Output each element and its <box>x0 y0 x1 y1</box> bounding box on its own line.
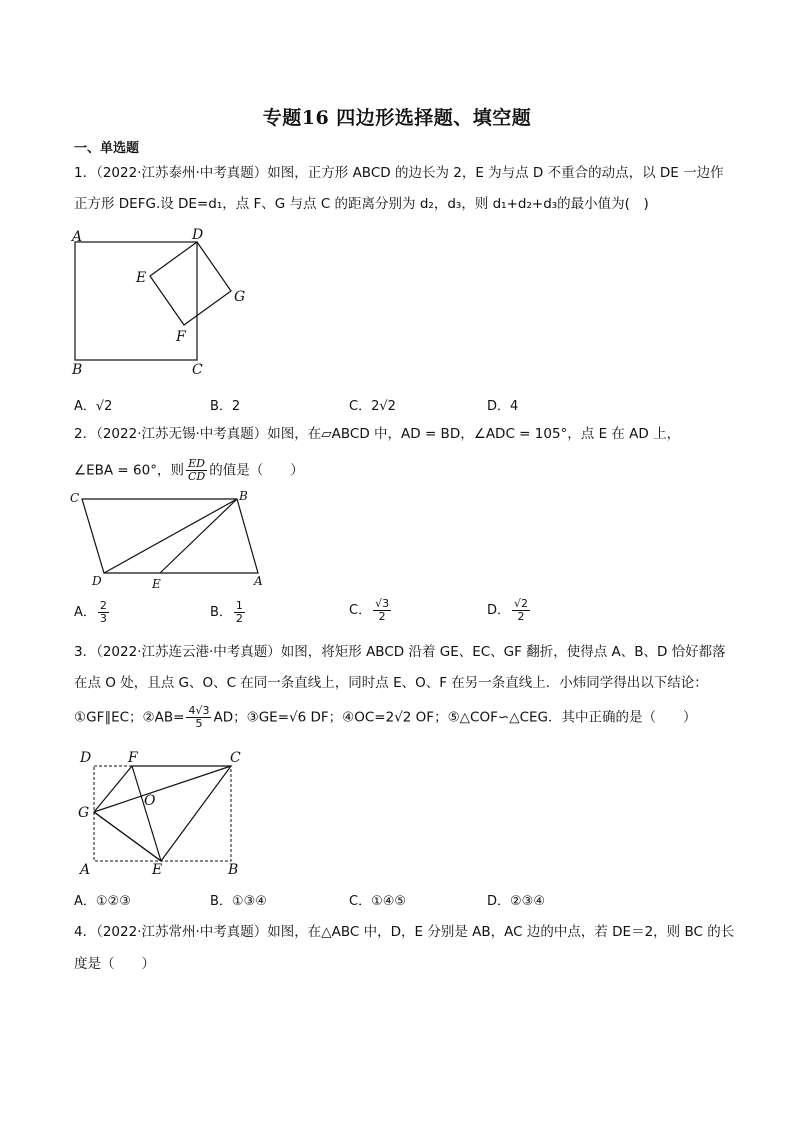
q3-option-b[interactable]: B．①③④ <box>210 894 267 909</box>
q4-line2: 度是（ ） <box>74 956 155 972</box>
q1-line1: 1．（2022·江苏泰州·中考真题）如图，正方形 ABCD 的边长为 2，E 为与点 D 不重合的动点，以 DE 一边作 <box>74 165 724 181</box>
square-defg <box>150 242 231 325</box>
label-a: A <box>254 574 263 588</box>
label-f: F <box>128 750 138 766</box>
segment-fe <box>132 766 161 861</box>
q1-option-d[interactable]: D．4 <box>487 399 519 414</box>
q3-line3-pre: ①GF∥EC；②AB= <box>74 709 185 726</box>
q2-line1: 2．（2022·江苏无锡·中考真题）如图，在▱ABCD 中，AD = BD，∠ADC = 105°，点 E 在 AD 上， <box>74 426 681 442</box>
q3-option-d[interactable]: D．②③④ <box>487 894 545 909</box>
q3-option-c[interactable]: C．①④⑤ <box>349 894 407 909</box>
label-b: B <box>72 362 83 378</box>
label-e: E <box>152 577 161 591</box>
q3-line1: 3．（2022·江苏连云港·中考真题）如图，将矩形 ABCD 沿着 GE、EC、GF 翻折，使得点 A、B、D 恰好都落 <box>74 644 726 660</box>
q3-figure <box>72 745 252 877</box>
q2-line2-post: 的值是（ ） <box>209 462 304 479</box>
q1-figure <box>66 222 256 382</box>
label-d: D <box>80 750 92 766</box>
label-b: B <box>239 489 248 503</box>
q2-option-b[interactable]: B． $\frac{1}{2}$ <box>210 599 243 625</box>
q2-line2 <box>74 458 734 483</box>
label-e: E <box>152 862 163 877</box>
q2-option-a[interactable]: A． $\frac{2}{3}$ <box>74 599 107 625</box>
segment-ge <box>94 812 161 861</box>
q2-option-d[interactable]: D． $\frac{√2}{2}$ <box>487 597 529 623</box>
q1-line2: 正方形 DEFG.设 DE=d₁，点 F、G 与点 C 的距离分别为 d₂，d₃，则 d₁+d₂+d₃的最小值为( ) <box>74 196 649 212</box>
q2-fraction: $\frac{ED}{CD}$ <box>187 457 206 483</box>
q3-line2: 在点 O 处，且点 G、O、C 在同一条直线上，同时点 E、O、F 在另一条直线上．小炜同学得出以下结论： <box>74 675 708 691</box>
label-e: E <box>136 270 147 286</box>
diagonal-bd <box>104 499 237 573</box>
q1-option-c[interactable]: C．2√2 <box>349 399 396 414</box>
q2-option-c[interactable]: C． $\frac{√3}{2}$ <box>349 597 390 623</box>
section-heading: 一、单选题 <box>74 141 140 156</box>
label-o: O <box>144 793 156 809</box>
label-f: F <box>176 329 186 345</box>
label-g: G <box>78 805 90 821</box>
label-c: C <box>70 491 80 505</box>
q3-line3-post: AD；③GE=√6 DF；④OC=2√2 OF；⑤△COF∽△CEG．其中正确的是（ ） <box>213 709 697 726</box>
q3-option-a[interactable]: A．①②③ <box>74 894 131 909</box>
q1-option-a[interactable]: A．√2 <box>74 399 113 414</box>
q2-figure <box>64 487 274 592</box>
q3-fraction: $\frac{4√3}{5}$ <box>188 704 210 730</box>
q3-line3 <box>74 705 734 730</box>
label-a: A <box>80 862 91 877</box>
label-c: C <box>230 750 241 766</box>
q1-option-b[interactable]: B．2 <box>210 399 241 414</box>
label-d: D <box>92 574 102 588</box>
page-title: 专题16 四边形选择题、填空题 <box>262 107 532 129</box>
segment-gc <box>94 766 231 812</box>
q2-line2-pre: ∠EBA = 60°，则 <box>74 462 184 479</box>
label-c: C <box>192 362 203 378</box>
label-d: D <box>192 227 204 243</box>
label-a: A <box>72 229 83 245</box>
rectangle-abcd <box>94 766 231 861</box>
label-g: G <box>234 289 246 305</box>
q4-line1: 4．（2022·江苏常州·中考真题）如图，在△ABC 中，D，E 分别是 AB，AC 边的中点，若 DE＝2，则 BC 的长 <box>74 924 735 940</box>
label-b: B <box>228 862 239 877</box>
fold-quadrilateral <box>94 766 231 861</box>
